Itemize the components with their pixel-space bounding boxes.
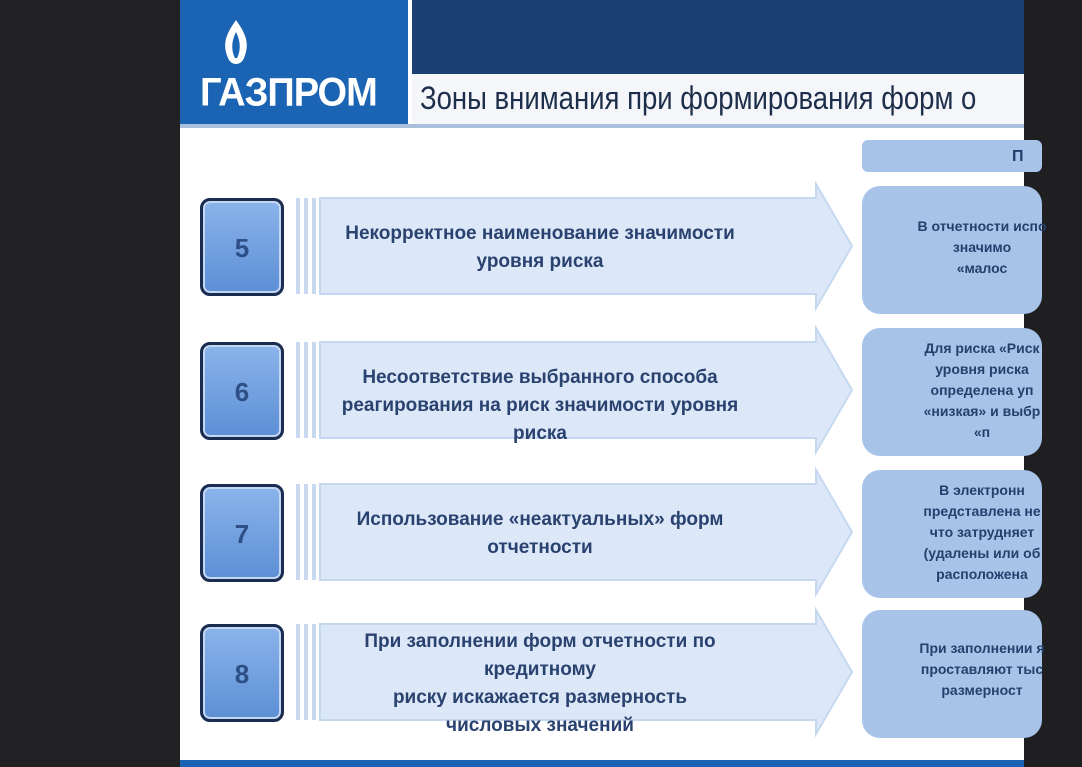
row-description-line: риску искажается размерность	[392, 687, 688, 708]
row-description-line: При заполнении форм отчетности по кредитному	[364, 631, 716, 680]
right-card-line: что затрудняет	[929, 524, 1035, 540]
right-card-line: В отчетности испо	[917, 218, 1047, 234]
number-badge-label: 6	[234, 377, 250, 407]
right-card-line: определена уп	[930, 382, 1034, 398]
number-badge-label: 8	[234, 659, 250, 689]
right-card-line: расположена	[936, 566, 1028, 582]
number-badge	[200, 342, 284, 440]
right-card-line: размерност	[941, 682, 1023, 698]
number-badge-label: 7	[234, 519, 250, 549]
right-card-line: (удалены или об	[923, 545, 1041, 561]
right-card-line: «п	[973, 424, 991, 440]
number-badge	[200, 624, 284, 722]
list-item	[200, 610, 880, 738]
row-description-line: уровня риска	[476, 251, 604, 272]
right-card-line: В электронн	[939, 482, 1025, 498]
row-description	[330, 364, 750, 448]
row-description-line: Использование «неактуальных» форм	[356, 509, 724, 530]
flame-logo-icon	[216, 18, 256, 74]
slide-title: Зоны внимания при формирования форм о	[420, 80, 977, 116]
right-card-line: «низкая» и выбр	[923, 403, 1041, 419]
right-card-line: значимо	[952, 239, 1012, 255]
right-column-header	[862, 140, 1042, 172]
number-badge-label: 5	[234, 233, 250, 263]
row-description-line: Некорректное наименование значимости	[345, 223, 735, 244]
left-dark-margin	[0, 0, 180, 767]
right-card-line: При заполнении я	[919, 640, 1045, 656]
slide	[180, 0, 1047, 767]
right-card	[862, 610, 1045, 738]
number-badge	[200, 484, 284, 582]
right-card-line: «малос	[956, 260, 1008, 276]
right-card-line: представлена не	[923, 503, 1041, 519]
footer-bar	[180, 760, 1024, 767]
row-description	[330, 220, 750, 276]
right-card	[862, 470, 1042, 598]
number-badge	[200, 198, 284, 296]
right-card	[862, 328, 1042, 456]
right-card-line: проставляют тыс	[920, 661, 1044, 677]
right-card-line: уровня риска	[935, 361, 1029, 377]
right-card	[862, 186, 1047, 314]
row-description	[330, 628, 750, 740]
row-description-line: Несоответствие выбранного способа	[362, 367, 718, 388]
logo-text: ГАЗПРОМ	[200, 70, 377, 116]
row-description-line: реагирования на риск значимости уровня риска	[341, 395, 739, 444]
row-description-line: отчетности	[487, 537, 593, 558]
row-description	[330, 506, 750, 562]
row-description-line: числовых значений	[446, 715, 634, 736]
list-item	[200, 186, 880, 314]
header-divider	[180, 124, 1024, 128]
list-item	[200, 470, 880, 598]
right-card-line: Для риска «Риск	[924, 340, 1040, 356]
list-item	[200, 328, 880, 456]
right-column-header-label: П	[1012, 148, 1024, 165]
logo-panel	[180, 0, 408, 124]
